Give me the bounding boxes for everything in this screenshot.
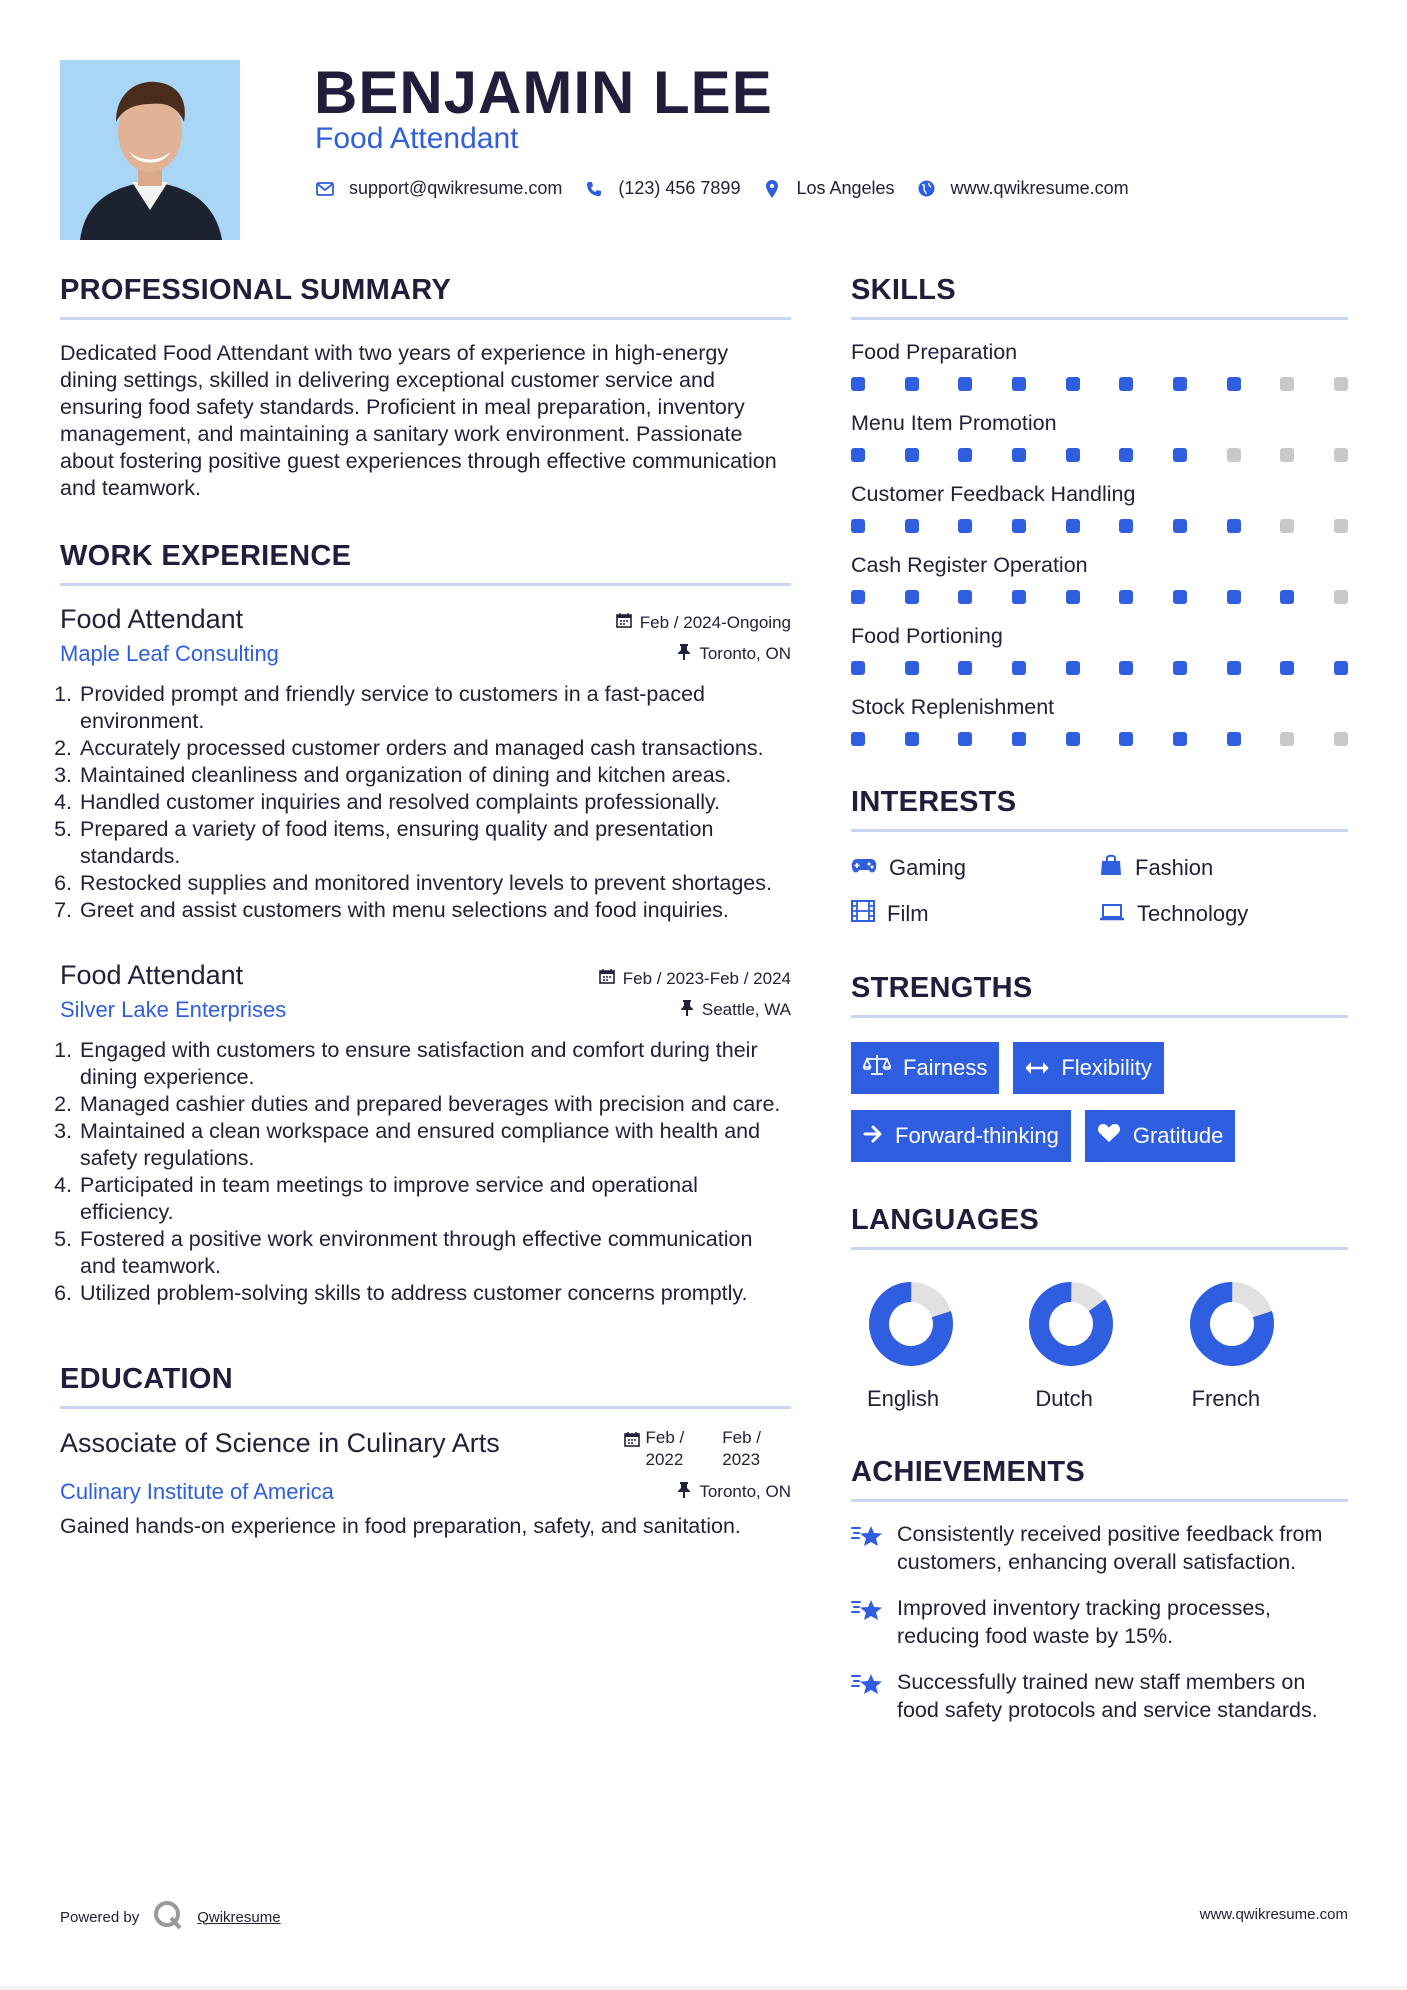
rating-dot-filled bbox=[1119, 377, 1133, 391]
strength-label: Fairness bbox=[903, 1055, 988, 1080]
language-donut bbox=[1027, 1280, 1115, 1368]
experience-heading: WORK EXPERIENCE bbox=[60, 540, 791, 586]
skill-rating bbox=[851, 661, 1348, 675]
contact-website[interactable] bbox=[917, 178, 1129, 199]
job-entry bbox=[60, 960, 791, 1307]
skill-item bbox=[851, 695, 1348, 746]
job-location bbox=[680, 999, 791, 1021]
strength-badge bbox=[1013, 1042, 1163, 1094]
language-item bbox=[1188, 1280, 1348, 1412]
bottom-divider bbox=[0, 1986, 1407, 1990]
languages-list bbox=[851, 1280, 1348, 1412]
laptop-icon bbox=[1099, 901, 1137, 927]
rating-dot-filled bbox=[1227, 661, 1241, 675]
language-item bbox=[1027, 1280, 1187, 1412]
pushpin-icon bbox=[677, 1481, 699, 1503]
skill-rating bbox=[851, 377, 1348, 391]
list-item: 2. Accurately processed customer orders and managed cash transactions. bbox=[78, 735, 791, 762]
rating-dot-filled bbox=[1066, 377, 1080, 391]
interest-item bbox=[851, 854, 1099, 882]
rating-dot-filled bbox=[1119, 519, 1133, 533]
rating-dot-filled bbox=[905, 732, 919, 746]
rating-dot-filled bbox=[905, 519, 919, 533]
achievements-section bbox=[851, 1456, 1348, 1724]
rating-dot-filled bbox=[1119, 732, 1133, 746]
interest-label: Technology bbox=[1137, 901, 1249, 926]
rating-dot-filled bbox=[851, 377, 865, 391]
job-location bbox=[677, 643, 791, 665]
strength-label: Forward-thinking bbox=[895, 1123, 1059, 1148]
rating-dot-empty bbox=[1334, 448, 1348, 462]
film-icon bbox=[851, 900, 887, 928]
email-text: support@qwikresume.com bbox=[349, 178, 563, 198]
job-bullets bbox=[60, 681, 791, 924]
strength-badge bbox=[851, 1110, 1071, 1162]
interest-item bbox=[851, 900, 1099, 928]
rating-dot-filled bbox=[1334, 661, 1348, 675]
rating-dot-filled bbox=[1066, 661, 1080, 675]
rating-dot-empty bbox=[1227, 448, 1241, 462]
list-item: 6. Restocked supplies and monitored inventory levels to prevent shortages. bbox=[78, 870, 791, 897]
job-location-text: Seattle, WA bbox=[701, 1000, 791, 1019]
pushpin-icon bbox=[677, 643, 699, 665]
rating-dot-filled bbox=[1066, 448, 1080, 462]
list-item: 4. Participated in team meetings to improve service and operational efficiency. bbox=[78, 1172, 791, 1226]
powered-by-text: Powered by bbox=[60, 1908, 140, 1926]
left-column bbox=[60, 274, 791, 1540]
strength-badge bbox=[851, 1042, 999, 1094]
rating-dot-filled bbox=[851, 732, 865, 746]
list-item: 3. Maintained cleanliness and organization of dining and kitchen areas. bbox=[78, 762, 791, 789]
rating-dot-filled bbox=[1227, 377, 1241, 391]
rating-dot-filled bbox=[958, 519, 972, 533]
achievement-item bbox=[851, 1594, 1348, 1650]
achievement-text: Consistently received positive feedback from customers, enhancing overall satisfaction. bbox=[897, 1522, 1323, 1574]
summary-heading: PROFESSIONAL SUMMARY bbox=[60, 274, 791, 320]
languages-heading: LANGUAGES bbox=[851, 1204, 1348, 1250]
rating-dot-empty bbox=[1334, 590, 1348, 604]
job-bullets bbox=[60, 1037, 791, 1307]
phone-icon bbox=[584, 179, 604, 199]
rating-dot-filled bbox=[958, 377, 972, 391]
qwikresume-logo-icon bbox=[153, 1900, 183, 1934]
education-location bbox=[677, 1481, 791, 1503]
skill-item bbox=[851, 624, 1348, 675]
rating-dot-filled bbox=[851, 448, 865, 462]
rating-dot-filled bbox=[1173, 519, 1187, 533]
language-donut bbox=[1188, 1280, 1276, 1368]
job-location-text: Toronto, ON bbox=[699, 644, 791, 663]
start-month: Feb / bbox=[645, 1428, 685, 1447]
job-dates bbox=[599, 968, 791, 989]
rating-dot-filled bbox=[1173, 732, 1187, 746]
interests-heading: INTERESTS bbox=[851, 786, 1348, 832]
rating-dot-filled bbox=[1012, 519, 1026, 533]
job-dates-text: Feb / 2024-Ongoing bbox=[639, 612, 791, 632]
calendar-icon bbox=[616, 612, 640, 633]
right-column bbox=[851, 274, 1348, 1724]
calendar-icon bbox=[624, 1431, 640, 1453]
strength-badge bbox=[1085, 1110, 1236, 1162]
experience-section bbox=[60, 540, 791, 1307]
list-item: 1. Engaged with customers to ensure satisfaction and comfort during their dining experience. bbox=[78, 1037, 791, 1091]
rating-dot-filled bbox=[1227, 519, 1241, 533]
interests-grid bbox=[851, 854, 1348, 928]
balance-scale-icon bbox=[863, 1054, 903, 1082]
calendar-icon bbox=[599, 968, 623, 989]
rating-dot-filled bbox=[1280, 590, 1294, 604]
heart-icon bbox=[1097, 1123, 1133, 1149]
brand-link[interactable]: Qwikresume bbox=[197, 1908, 281, 1926]
interests-section bbox=[851, 786, 1348, 928]
skill-name: Stock Replenishment bbox=[851, 695, 1055, 719]
skill-item bbox=[851, 482, 1348, 533]
job-entry bbox=[60, 604, 791, 924]
skill-rating bbox=[851, 448, 1348, 462]
website-text: www.qwikresume.com bbox=[950, 178, 1129, 198]
rating-dot-empty bbox=[1280, 377, 1294, 391]
interest-item bbox=[1099, 900, 1347, 928]
donut-fill bbox=[1027, 1280, 1115, 1368]
interest-label: Fashion bbox=[1135, 855, 1214, 880]
rating-dot-filled bbox=[1227, 590, 1241, 604]
strength-label: Gratitude bbox=[1132, 1123, 1224, 1148]
rating-dot-filled bbox=[905, 661, 919, 675]
start-year: 2022 bbox=[645, 1450, 684, 1469]
skill-rating bbox=[851, 590, 1348, 604]
job-role: Food Attendant bbox=[60, 960, 244, 990]
arrows-horizontal-icon bbox=[1025, 1055, 1061, 1081]
envelope-icon bbox=[315, 179, 335, 199]
strengths-list bbox=[851, 1042, 1348, 1162]
strengths-heading: STRENGTHS bbox=[851, 972, 1348, 1018]
list-item: 7. Greet and assist customers with menu selections and food inquiries. bbox=[78, 897, 791, 924]
rating-dot-filled bbox=[1012, 448, 1026, 462]
rating-dot-filled bbox=[1173, 590, 1187, 604]
achievement-item bbox=[851, 1520, 1348, 1576]
education-dates bbox=[624, 1427, 762, 1471]
summary-text: Dedicated Food Attendant with two years of experience in high-energy dining settings, skilled in delivering exceptional customer service and ensuring food safety standards. Proficient in meal preparation, inventory management, and maintaining a sanitary work environment. Passionate about fostering positive guest experiences through effective communication and teamwork. bbox=[60, 341, 777, 500]
skills-heading: SKILLS bbox=[851, 274, 1348, 320]
rating-dot-empty bbox=[1334, 377, 1348, 391]
skill-name: Food Portioning bbox=[851, 624, 1003, 648]
rating-dot-filled bbox=[851, 590, 865, 604]
rating-dot-empty bbox=[1280, 519, 1294, 533]
education-heading: EDUCATION bbox=[60, 1363, 791, 1409]
rating-dot-filled bbox=[1066, 519, 1080, 533]
contact-phone[interactable] bbox=[584, 178, 740, 199]
list-item: 2. Managed cashier duties and prepared beverages with precision and care. bbox=[78, 1091, 791, 1118]
rating-dot-empty bbox=[1280, 732, 1294, 746]
list-item: 5. Fostered a positive work environment through effective communication and teamwork. bbox=[78, 1226, 791, 1280]
arrow-right-icon bbox=[863, 1123, 895, 1149]
skills-section bbox=[851, 274, 1348, 746]
language-name: Dutch bbox=[1035, 1386, 1093, 1411]
interest-label: Film bbox=[887, 901, 929, 926]
globe-icon bbox=[917, 179, 937, 199]
skill-rating bbox=[851, 732, 1348, 746]
skills-list bbox=[851, 340, 1348, 746]
summary-section bbox=[60, 274, 791, 502]
education-description: Gained hands-on experience in food preparation, safety, and sanitation. bbox=[60, 1514, 741, 1538]
achievements-heading: ACHIEVEMENTS bbox=[851, 1456, 1348, 1502]
education-end bbox=[722, 1427, 761, 1471]
skill-item bbox=[851, 411, 1348, 462]
shopping-bag-icon bbox=[1099, 854, 1135, 882]
rating-dot-empty bbox=[1334, 519, 1348, 533]
school-name: Culinary Institute of America bbox=[60, 1479, 334, 1504]
candidate-name: BENJAMIN LEE bbox=[314, 59, 773, 126]
rating-dot-filled bbox=[958, 732, 972, 746]
rating-dot-empty bbox=[1334, 732, 1348, 746]
achievement-text: Improved inventory tracking processes, reducing food waste by 15%. bbox=[897, 1596, 1272, 1648]
achievement-item bbox=[851, 1668, 1348, 1724]
profile-photo bbox=[60, 60, 240, 240]
rating-dot-filled bbox=[958, 661, 972, 675]
shooting-star-icon bbox=[851, 1668, 897, 1724]
rating-dot-filled bbox=[1012, 590, 1026, 604]
rating-dot-filled bbox=[1173, 448, 1187, 462]
degree-title: Associate of Science in Culinary Arts bbox=[60, 1428, 500, 1458]
gamepad-icon bbox=[851, 855, 889, 881]
candidate-title: Food Attendant bbox=[315, 122, 519, 155]
rating-dot-filled bbox=[851, 519, 865, 533]
rating-dot-filled bbox=[1227, 732, 1241, 746]
language-name: French bbox=[1191, 1386, 1261, 1411]
interest-label: Gaming bbox=[889, 855, 967, 880]
language-donut bbox=[867, 1280, 955, 1368]
rating-dot-filled bbox=[905, 590, 919, 604]
skill-name: Food Preparation bbox=[851, 340, 1018, 364]
shooting-star-icon bbox=[851, 1520, 897, 1576]
rating-dot-filled bbox=[958, 590, 972, 604]
skill-name: Menu Item Promotion bbox=[851, 411, 1057, 435]
contact-email[interactable] bbox=[315, 178, 562, 199]
education-location-text: Toronto, ON bbox=[699, 1482, 791, 1501]
languages-section bbox=[851, 1204, 1348, 1412]
list-item: 3. Maintained a clean workspace and ensured compliance with health and safety regulations. bbox=[78, 1118, 791, 1172]
footer-powered bbox=[60, 1900, 281, 1934]
language-item bbox=[867, 1280, 1027, 1412]
rating-dot-filled bbox=[851, 661, 865, 675]
shooting-star-icon bbox=[851, 1594, 897, 1650]
list-item: 6. Utilized problem-solving skills to address customer concerns promptly. bbox=[78, 1280, 791, 1307]
rating-dot-filled bbox=[1173, 377, 1187, 391]
skill-name: Customer Feedback Handling bbox=[851, 482, 1136, 506]
rating-dot-filled bbox=[1119, 661, 1133, 675]
job-role: Food Attendant bbox=[60, 604, 244, 634]
skill-name: Cash Register Operation bbox=[851, 553, 1088, 577]
job-company: Maple Leaf Consulting bbox=[60, 641, 279, 666]
job-company: Silver Lake Enterprises bbox=[60, 997, 287, 1022]
language-name: English bbox=[867, 1386, 940, 1411]
rating-dot-filled bbox=[1066, 732, 1080, 746]
pushpin-icon bbox=[680, 999, 702, 1021]
rating-dot-filled bbox=[905, 448, 919, 462]
rating-dot-filled bbox=[1012, 661, 1026, 675]
rating-dot-filled bbox=[1119, 448, 1133, 462]
end-year: 2023 bbox=[722, 1450, 761, 1469]
rating-dot-filled bbox=[1280, 661, 1294, 675]
skill-item bbox=[851, 553, 1348, 604]
location-text: Los Angeles bbox=[796, 178, 895, 198]
contact-bar bbox=[315, 178, 1151, 199]
achievement-text: Successfully trained new staff members on food safety protocols and service standards. bbox=[897, 1670, 1318, 1722]
list-item: 5. Prepared a variety of food items, ensuring quality and presentation standards. bbox=[78, 816, 791, 870]
strengths-section bbox=[851, 972, 1348, 1162]
rating-dot-filled bbox=[1119, 590, 1133, 604]
end-month: Feb / bbox=[722, 1428, 761, 1447]
rating-dot-empty bbox=[1280, 448, 1294, 462]
rating-dot-filled bbox=[1012, 732, 1026, 746]
list-item: 1. Provided prompt and friendly service to customers in a fast-paced environment. bbox=[78, 681, 791, 735]
phone-text: (123) 456 7899 bbox=[618, 178, 741, 198]
interest-item bbox=[1099, 854, 1347, 882]
skill-rating bbox=[851, 519, 1348, 533]
map-pin-icon bbox=[762, 179, 782, 199]
rating-dot-filled bbox=[1066, 590, 1080, 604]
contact-location bbox=[762, 178, 894, 199]
footer-url[interactable]: www.qwikresume.com bbox=[1199, 1906, 1348, 1923]
education-start bbox=[646, 1427, 685, 1471]
list-item: 4. Handled customer inquiries and resolved complaints professionally. bbox=[78, 789, 791, 816]
job-dates-text: Feb / 2023-Feb / 2024 bbox=[622, 968, 791, 988]
rating-dot-filled bbox=[1173, 661, 1187, 675]
rating-dot-filled bbox=[1012, 377, 1026, 391]
skill-item bbox=[851, 340, 1348, 391]
strength-label: Flexibility bbox=[1061, 1055, 1152, 1080]
rating-dot-filled bbox=[905, 377, 919, 391]
rating-dot-filled bbox=[958, 448, 972, 462]
job-dates bbox=[616, 612, 791, 633]
education-section bbox=[60, 1363, 791, 1540]
